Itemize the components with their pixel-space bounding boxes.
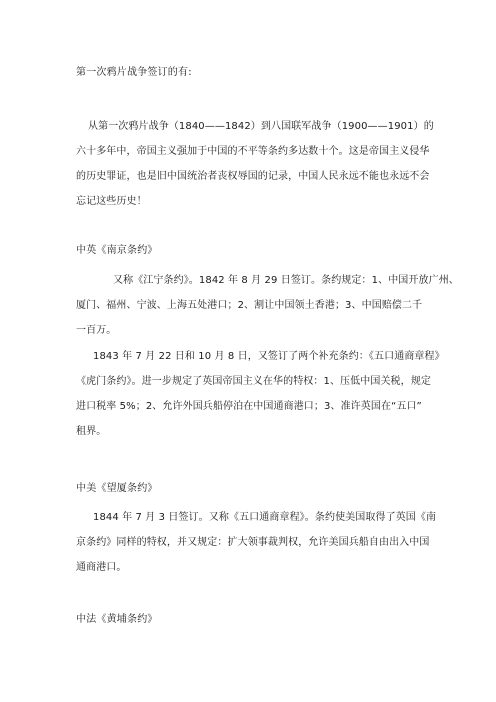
paragraph-line: 1843 年 7 月 22 日和 10 月 8 日，又签订了两个补充条约：《五口通商章程》: [93, 351, 445, 362]
paragraph-line: 又称《江宁条约》。1842 年 8 月 29 日签订。条约规定：1、中国开放广州、: [113, 275, 459, 286]
intro-line: 从第一次鸦片战争（1840——1842）到八国联军战争（1900——1901）的: [88, 121, 434, 132]
intro-line: 六十多年中，帝国主义强加于中国的不平等条约多达数十个。这是帝国主义侵华: [76, 146, 430, 157]
paragraph-line: 一百万。: [76, 325, 117, 336]
paragraph-line: 租界。: [76, 426, 107, 437]
intro-line: 忘记这些历史！: [76, 196, 147, 207]
document-title: 第一次鸦片战争签订的有:: [76, 67, 192, 78]
paragraph-line: 厦门、福州、宁波、上海五处港口；2、割让中国领土香港；3、中国赔偿二千: [76, 300, 423, 311]
section-heading: 中法《黄埔条约》: [76, 614, 158, 625]
intro-line: 的历史罪证，也是旧中国统治者丧权辱国的记录，中国人民永远不能也永远不会: [76, 171, 430, 182]
paragraph-line: 1844 年 7 月 3 日签订。又称《五口通商章程》。条约使美国取得了英国《南: [93, 512, 437, 523]
section-heading: 中美《望厦条约》: [76, 483, 158, 494]
paragraph-line: 京条约》同样的特权，并又规定：扩大领事裁判权，允许美国兵船自由出入中国: [76, 537, 430, 548]
section-heading: 中英《南京条约》: [76, 245, 158, 256]
paragraph-line: 通商港口。: [76, 562, 127, 573]
paragraph-line: 进口税率 5%；2、允许外国兵船停泊在中国通商港口；3、准许英国在“五口”: [76, 401, 422, 412]
paragraph-line: 《虎门条约》。进一步规定了英国帝国主义在华的特权：1、压低中国关税，规定: [76, 376, 431, 387]
